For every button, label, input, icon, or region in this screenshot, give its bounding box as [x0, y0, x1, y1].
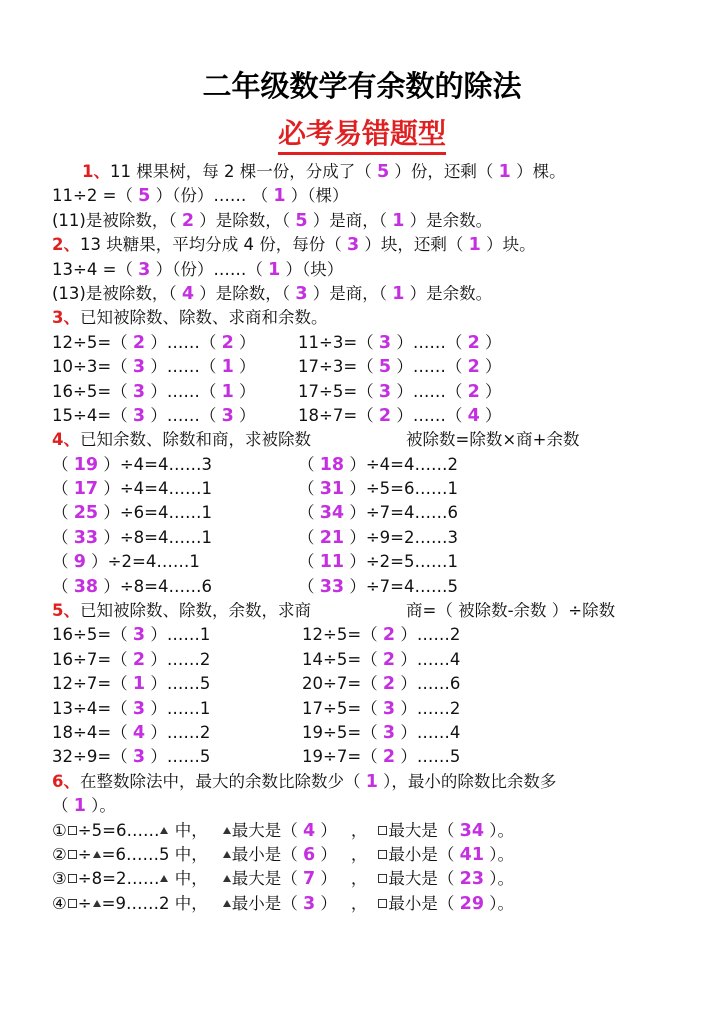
text: 13 块糖果，平均分成 4 份，每份（	[79, 235, 347, 255]
circled-number: ②	[52, 844, 67, 864]
right-column	[298, 404, 502, 428]
text: 15÷4=（	[52, 405, 133, 425]
text: （	[298, 576, 320, 596]
q4-row	[52, 526, 692, 550]
text: ）。	[484, 869, 514, 889]
answer: 3	[295, 283, 308, 304]
text: ）	[233, 357, 256, 377]
q6-row	[52, 819, 692, 843]
q1-line-1	[52, 160, 692, 184]
text: ，	[350, 820, 368, 840]
text: ）……4	[395, 722, 461, 742]
left-column	[52, 648, 210, 672]
answer: 6	[302, 844, 316, 865]
answer: 1	[221, 357, 234, 378]
text: 中，	[169, 820, 208, 840]
text: ）……1	[145, 698, 211, 718]
triangle-icon	[160, 827, 168, 834]
q3-row	[52, 404, 692, 428]
text: ）棵。	[510, 162, 566, 181]
text: ）……4	[395, 649, 461, 669]
q6-line-2	[52, 794, 692, 818]
q3-row	[52, 331, 692, 355]
text: ）	[479, 405, 502, 425]
text: （	[298, 552, 320, 572]
text: ）÷4=4……3	[98, 454, 212, 474]
q1-line-3	[52, 209, 692, 233]
text: ，	[350, 893, 368, 913]
q2-line-1	[52, 233, 692, 257]
text: ）块。	[480, 235, 536, 255]
left-column	[52, 453, 212, 477]
text: ）	[315, 869, 337, 889]
q3-row	[52, 355, 692, 379]
text: ）是余数。	[404, 283, 493, 303]
text: ）……2	[395, 698, 461, 718]
q5-heading	[52, 599, 692, 623]
left-column	[52, 575, 212, 599]
text: 19÷5=（	[302, 722, 383, 742]
answer: 3	[378, 332, 392, 353]
text: 最小是（	[388, 893, 460, 913]
text: 16÷7=（	[52, 649, 133, 669]
text: ）……（	[145, 332, 222, 352]
text: ）……（	[145, 405, 222, 425]
text: （	[52, 796, 74, 816]
text: ）	[479, 381, 502, 401]
text: ）……（	[391, 332, 468, 352]
answer: 33	[319, 576, 345, 597]
right-column	[298, 575, 458, 599]
answer: 5	[138, 186, 151, 207]
left-column	[52, 331, 256, 355]
answer: 1	[498, 162, 511, 182]
triangle-icon	[223, 875, 231, 882]
text: （	[298, 454, 320, 474]
text: ）（份）……（	[150, 259, 269, 279]
question-number: 3、	[52, 308, 80, 328]
q1-line-2	[52, 184, 692, 208]
text: 最小是（	[231, 893, 303, 913]
right-column	[302, 672, 460, 696]
text: ），最小的除数比余数多	[377, 771, 557, 791]
text: 17÷3=（	[298, 357, 379, 377]
answer: 1	[221, 381, 234, 402]
formula: 被除数=除数×商+余数	[406, 430, 580, 450]
answer: 1	[273, 186, 286, 207]
text: ）÷2=5……1	[344, 552, 458, 572]
answer: 29	[459, 893, 484, 914]
text: ）（份）…… （	[150, 186, 274, 206]
text: ）……6	[395, 674, 461, 694]
q5-row	[52, 623, 692, 647]
text: ）（块）	[280, 259, 344, 279]
q4-row	[52, 477, 692, 501]
text: （	[298, 503, 320, 523]
answer: 1	[468, 235, 481, 256]
formula: 商=（ 被除数-余数 ）÷除数	[406, 601, 616, 621]
text: 13÷4 =（	[52, 259, 139, 279]
left-column	[52, 477, 212, 501]
text: ）	[315, 893, 337, 913]
text: 13÷4=（	[52, 698, 133, 718]
text: （	[52, 454, 74, 474]
text: ）÷7=4……5	[344, 576, 458, 596]
answer: 2	[378, 405, 392, 426]
text: ）	[315, 820, 337, 840]
text: ）	[479, 357, 502, 377]
text: 17÷5=（	[298, 381, 379, 401]
answer: 9	[73, 552, 86, 573]
text: ）÷4=4……2	[344, 454, 458, 474]
text: ）÷2=4……1	[85, 552, 200, 572]
text: 12÷7=（	[52, 674, 133, 694]
answer: 3	[132, 405, 146, 426]
text: 17÷5=（	[302, 698, 383, 718]
text: ）（棵）	[285, 186, 349, 206]
answer: 3	[221, 405, 234, 426]
question-number: 1、	[82, 162, 110, 181]
square-icon	[68, 826, 77, 835]
answer: 2	[467, 332, 480, 353]
text: 16÷5=（	[52, 381, 133, 401]
q6-rows	[52, 819, 692, 917]
answer: 1	[392, 283, 405, 304]
q4-row	[52, 575, 692, 599]
text: （	[52, 503, 74, 523]
q6-row	[52, 843, 692, 867]
left-column	[52, 526, 212, 550]
text: （	[52, 552, 74, 572]
answer: 4	[302, 820, 316, 841]
text: 19÷7=（	[302, 747, 383, 767]
right-column	[302, 745, 460, 769]
text: ）÷4=4……1	[98, 479, 212, 499]
answer: 41	[459, 844, 484, 865]
text: ÷8=2……	[77, 869, 160, 889]
answer: 2	[132, 332, 146, 353]
answer: 2	[382, 625, 396, 646]
text: 20÷7=（	[302, 674, 383, 694]
text: ）是余数。	[404, 210, 493, 230]
left-column	[52, 501, 212, 525]
answer: 3	[132, 381, 146, 402]
text: （	[298, 527, 320, 547]
text: ）……（	[145, 357, 222, 377]
answer: 7	[302, 869, 316, 890]
right-column	[302, 721, 460, 745]
answer: 23	[459, 869, 484, 890]
text: ）份，还剩（	[389, 162, 499, 181]
text: ）是商，（	[307, 210, 393, 230]
text: 18÷4=（	[52, 722, 133, 742]
left-column	[52, 404, 256, 428]
answer: 3	[132, 747, 146, 768]
answer: 5	[378, 357, 392, 378]
answer: 2	[382, 674, 396, 695]
answer: 2	[382, 649, 396, 670]
text: ）	[479, 332, 502, 352]
text: 最大是（	[231, 869, 303, 889]
text: ）是除数，（	[194, 210, 296, 230]
text: 已知余数、除数和商，求被除数	[79, 430, 311, 450]
square-icon	[68, 850, 77, 859]
q2-line-2	[52, 258, 692, 282]
question-number: 4、	[52, 430, 80, 450]
text: ÷	[77, 844, 92, 864]
answer: 3	[382, 722, 396, 743]
text: 最大是（	[388, 820, 460, 840]
right-column	[298, 380, 502, 404]
text: ）÷7=4……6	[344, 503, 458, 523]
answer: 1	[73, 796, 86, 817]
answer: 4	[132, 722, 146, 743]
text: ，	[350, 844, 368, 864]
text: ）……5	[145, 747, 211, 767]
q2-line-3	[52, 282, 692, 306]
answer: 5	[295, 210, 308, 231]
answer: 2	[181, 210, 195, 231]
answer: 5	[376, 162, 390, 182]
left-column	[52, 355, 256, 379]
right-column	[298, 550, 458, 574]
right-column	[302, 697, 460, 721]
question-number: 2、	[52, 235, 80, 255]
text: ）÷9=2……3	[344, 527, 458, 547]
q5-rows	[52, 623, 692, 769]
answer: 18	[319, 454, 345, 475]
q5-row	[52, 672, 692, 696]
text: ）……（	[391, 357, 468, 377]
answer: 25	[73, 503, 99, 524]
q5-row	[52, 697, 692, 721]
text: ）÷6=4……1	[98, 503, 212, 523]
text: 已知被除数、除数，余数，求商	[79, 601, 311, 621]
text: 16÷5=（	[52, 625, 133, 645]
text: ）……1	[145, 625, 211, 645]
text: 11÷2 =（	[52, 186, 139, 206]
answer: 1	[268, 259, 281, 280]
right-column	[302, 648, 460, 672]
triangle-icon	[160, 875, 168, 882]
answer: 3	[132, 698, 146, 719]
triangle-icon	[93, 900, 101, 907]
text: ÷	[77, 893, 92, 913]
answer: 4	[181, 283, 195, 304]
answer: 4	[467, 405, 480, 426]
q4-heading	[52, 428, 692, 452]
text: ）。	[484, 893, 514, 913]
text: ）……（	[391, 405, 468, 425]
q4-row	[52, 501, 692, 525]
triangle-icon	[223, 900, 231, 907]
right-column	[298, 331, 502, 355]
text: ）。	[85, 796, 116, 816]
q3-rows	[52, 331, 692, 429]
square-icon	[378, 850, 387, 859]
answer: 38	[73, 576, 99, 597]
triangle-icon	[223, 827, 231, 834]
subtitle-text: 必考易错题型	[278, 116, 446, 155]
text: ）……2	[145, 722, 211, 742]
square-icon	[68, 874, 77, 883]
q5-row	[52, 745, 692, 769]
answer: 19	[73, 454, 99, 475]
q6-row	[52, 892, 692, 916]
text: ）	[233, 332, 256, 352]
right-column	[298, 453, 458, 477]
page-title: 二年级数学有余数的除法	[202, 69, 522, 103]
answer: 2	[132, 649, 146, 670]
answer: 33	[73, 527, 99, 548]
q3-heading	[52, 306, 692, 330]
page-subtitle	[0, 116, 724, 155]
square-icon	[378, 899, 387, 908]
text: 中，	[169, 869, 208, 889]
text: ，	[350, 869, 368, 889]
text: 12÷5=（	[302, 625, 383, 645]
question-number: 6、	[52, 771, 80, 791]
text: 最小是（	[388, 844, 460, 864]
left-column	[52, 550, 200, 574]
text: 最小是（	[231, 844, 303, 864]
square-icon	[378, 874, 387, 883]
text: ）÷5=6……1	[344, 479, 458, 499]
answer: 2	[467, 357, 480, 378]
circled-number: ①	[52, 820, 67, 840]
text: 在整数除法中，最大的余数比除数少（	[79, 771, 366, 791]
circled-number: ③	[52, 869, 67, 889]
text: （	[52, 576, 74, 596]
right-column	[298, 355, 502, 379]
triangle-icon	[93, 851, 101, 858]
answer: 2	[382, 747, 396, 768]
text: ）÷8=4……6	[98, 576, 212, 596]
text: ）÷8=4……1	[98, 527, 212, 547]
text: 最大是（	[231, 820, 303, 840]
worksheet-content	[52, 160, 692, 916]
text: ）是商，（	[307, 283, 393, 303]
text: ）块，还剩（	[359, 235, 469, 255]
text: 11÷3=（	[298, 332, 379, 352]
answer: 3	[346, 235, 360, 256]
text: ）……（	[391, 381, 468, 401]
text: 10÷3=（	[52, 357, 133, 377]
text: （	[52, 527, 74, 547]
text: ）……2	[145, 649, 211, 669]
text: 32÷9=（	[52, 747, 133, 767]
right-column	[298, 477, 458, 501]
square-icon	[68, 899, 77, 908]
text: =9……2 中，	[101, 893, 208, 913]
text: 最大是（	[388, 869, 460, 889]
answer: 2	[221, 332, 234, 353]
text: ）……（	[145, 381, 222, 401]
text: 已知被除数、除数、求商和余数。	[79, 308, 328, 328]
answer: 31	[319, 479, 345, 500]
text: ）是除数，（	[194, 283, 296, 303]
right-column	[298, 526, 458, 550]
text: 18÷7=（	[298, 405, 379, 425]
question-number: 5、	[52, 601, 80, 621]
text: ）……2	[395, 625, 461, 645]
text: ）。	[484, 820, 514, 840]
right-column	[302, 623, 460, 647]
q4-row	[52, 453, 692, 477]
text: 11 棵果树，每 2 棵一份，分成了（	[109, 162, 377, 181]
text: （	[298, 479, 320, 499]
q5-row	[52, 721, 692, 745]
answer: 3	[378, 381, 392, 402]
text: ）……5	[395, 747, 461, 767]
square-icon	[378, 826, 387, 835]
answer: 3	[138, 259, 151, 280]
left-column	[52, 672, 210, 696]
answer: 11	[319, 552, 345, 573]
q4-row	[52, 550, 692, 574]
right-column	[298, 501, 458, 525]
text: =6……5 中，	[101, 844, 208, 864]
q4-rows	[52, 453, 692, 599]
left-column	[52, 697, 210, 721]
q6-line-1	[52, 770, 692, 794]
answer: 34	[319, 503, 345, 524]
answer: 34	[459, 820, 484, 841]
text: ）	[233, 381, 256, 401]
text: 14÷5=（	[302, 649, 383, 669]
answer: 17	[73, 479, 99, 500]
text: ）	[233, 405, 256, 425]
text: (13)是被除数，（	[52, 283, 182, 303]
text: ）……5	[145, 674, 211, 694]
left-column	[52, 721, 210, 745]
text: （	[52, 479, 74, 499]
answer: 21	[319, 527, 345, 548]
text: (11)是被除数，（	[52, 210, 182, 230]
answer: 3	[302, 893, 316, 914]
text: ÷5=6……	[77, 820, 160, 840]
q6-row	[52, 867, 692, 891]
left-column	[52, 745, 210, 769]
circled-number: ④	[52, 893, 67, 913]
text: ）	[315, 844, 337, 864]
left-column	[52, 623, 210, 647]
text: ）。	[484, 844, 514, 864]
answer: 3	[132, 625, 146, 646]
triangle-icon	[223, 851, 231, 858]
answer: 1	[132, 674, 146, 695]
q3-row	[52, 380, 692, 404]
q5-row	[52, 648, 692, 672]
answer: 1	[365, 771, 378, 792]
text: 12÷5=（	[52, 332, 133, 352]
answer: 3	[382, 698, 396, 719]
left-column	[52, 380, 256, 404]
answer: 2	[467, 381, 480, 402]
answer: 3	[132, 357, 146, 378]
answer: 1	[392, 210, 405, 231]
